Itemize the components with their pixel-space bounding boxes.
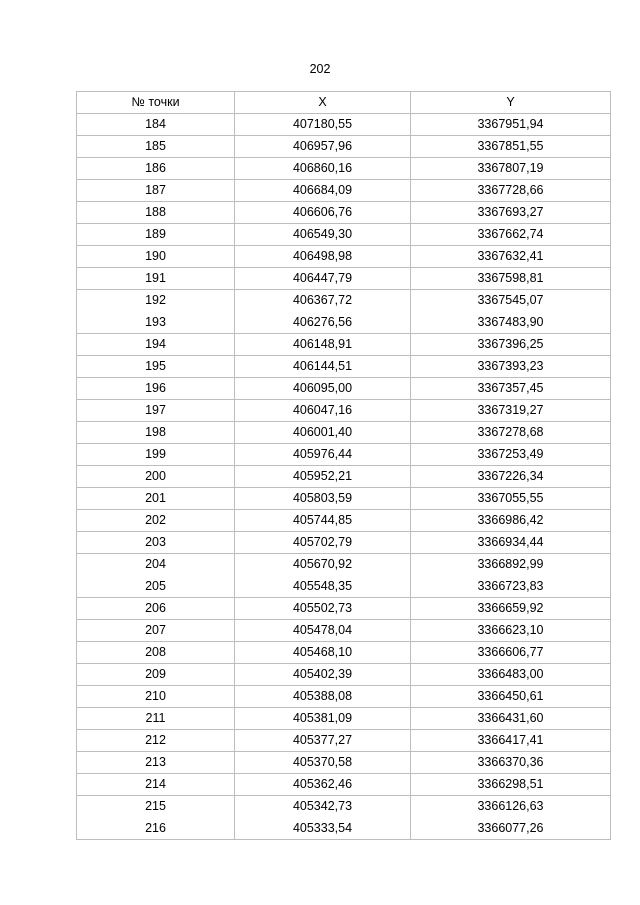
table-row xyxy=(77,224,611,246)
cell-y: 3367807,19 xyxy=(411,158,611,180)
header-x: X xyxy=(235,92,411,114)
cell-x: 406148,91 xyxy=(235,334,411,356)
cell-y: 3366623,10 xyxy=(411,620,611,642)
table-row xyxy=(77,532,611,554)
cell-point-number: 198 xyxy=(77,422,235,444)
cell-x: 405548,35 xyxy=(235,576,411,598)
table-row xyxy=(77,796,611,818)
cell-x: 406498,98 xyxy=(235,246,411,268)
cell-x: 407180,55 xyxy=(235,114,411,136)
cell-point-number: 206 xyxy=(77,598,235,620)
cell-y: 3367396,25 xyxy=(411,334,611,356)
cell-point-number: 212 xyxy=(77,730,235,752)
cell-x: 405402,39 xyxy=(235,664,411,686)
cell-x: 406606,76 xyxy=(235,202,411,224)
cell-x: 406447,79 xyxy=(235,268,411,290)
cell-y: 3367951,94 xyxy=(411,114,611,136)
cell-point-number: 197 xyxy=(77,400,235,422)
cell-y: 3367357,45 xyxy=(411,378,611,400)
cell-y: 3367483,90 xyxy=(411,312,611,334)
cell-y: 3367278,68 xyxy=(411,422,611,444)
header-y: Y xyxy=(411,92,611,114)
cell-point-number: 215 xyxy=(77,796,235,818)
table-row xyxy=(77,246,611,268)
table-row xyxy=(77,202,611,224)
cell-x: 405502,73 xyxy=(235,598,411,620)
table-row xyxy=(77,752,611,774)
cell-x: 405468,10 xyxy=(235,642,411,664)
cell-x: 405333,54 xyxy=(235,818,411,840)
table-row xyxy=(77,136,611,158)
cell-y: 3366934,44 xyxy=(411,532,611,554)
table-row xyxy=(77,554,611,576)
cell-point-number: 211 xyxy=(77,708,235,730)
cell-y: 3367662,74 xyxy=(411,224,611,246)
cell-y: 3367693,27 xyxy=(411,202,611,224)
cell-y: 3366450,61 xyxy=(411,686,611,708)
table-row xyxy=(77,114,611,136)
cell-x: 405478,04 xyxy=(235,620,411,642)
cell-y: 3366370,36 xyxy=(411,752,611,774)
cell-point-number: 188 xyxy=(77,202,235,224)
table-row xyxy=(77,466,611,488)
cell-x: 405976,44 xyxy=(235,444,411,466)
table-row xyxy=(77,290,611,312)
cell-y: 3367055,55 xyxy=(411,488,611,510)
cell-y: 3366483,00 xyxy=(411,664,611,686)
cell-x: 406001,40 xyxy=(235,422,411,444)
cell-x: 406095,00 xyxy=(235,378,411,400)
table-row xyxy=(77,444,611,466)
cell-point-number: 200 xyxy=(77,466,235,488)
cell-x: 406367,72 xyxy=(235,290,411,312)
table-body xyxy=(77,114,611,840)
table-row xyxy=(77,378,611,400)
cell-point-number: 202 xyxy=(77,510,235,532)
cell-point-number: 207 xyxy=(77,620,235,642)
table-row xyxy=(77,268,611,290)
cell-point-number: 187 xyxy=(77,180,235,202)
table-row xyxy=(77,664,611,686)
cell-y: 3367728,66 xyxy=(411,180,611,202)
cell-point-number: 193 xyxy=(77,312,235,334)
cell-point-number: 201 xyxy=(77,488,235,510)
cell-point-number: 205 xyxy=(77,576,235,598)
table-row xyxy=(77,422,611,444)
table-row xyxy=(77,620,611,642)
cell-y: 3366892,99 xyxy=(411,554,611,576)
cell-x: 406276,56 xyxy=(235,312,411,334)
cell-y: 3367393,23 xyxy=(411,356,611,378)
cell-y: 3367632,41 xyxy=(411,246,611,268)
cell-x: 405803,59 xyxy=(235,488,411,510)
cell-y: 3367319,27 xyxy=(411,400,611,422)
cell-y: 3367253,49 xyxy=(411,444,611,466)
cell-y: 3366126,63 xyxy=(411,796,611,818)
cell-point-number: 185 xyxy=(77,136,235,158)
cell-point-number: 190 xyxy=(77,246,235,268)
cell-x: 406860,16 xyxy=(235,158,411,180)
cell-point-number: 184 xyxy=(77,114,235,136)
cell-point-number: 199 xyxy=(77,444,235,466)
table-row xyxy=(77,686,611,708)
table-row xyxy=(77,774,611,796)
cell-point-number: 192 xyxy=(77,290,235,312)
cell-point-number: 209 xyxy=(77,664,235,686)
cell-x: 405377,27 xyxy=(235,730,411,752)
cell-y: 3367851,55 xyxy=(411,136,611,158)
cell-x: 405381,09 xyxy=(235,708,411,730)
cell-y: 3366298,51 xyxy=(411,774,611,796)
cell-x: 405952,21 xyxy=(235,466,411,488)
cell-point-number: 203 xyxy=(77,532,235,554)
cell-x: 406144,51 xyxy=(235,356,411,378)
cell-point-number: 195 xyxy=(77,356,235,378)
table-row xyxy=(77,334,611,356)
cell-x: 406957,96 xyxy=(235,136,411,158)
cell-x: 405342,73 xyxy=(235,796,411,818)
header-row xyxy=(77,92,611,114)
cell-point-number: 216 xyxy=(77,818,235,840)
cell-point-number: 196 xyxy=(77,378,235,400)
cell-y: 3367545,07 xyxy=(411,290,611,312)
cell-point-number: 204 xyxy=(77,554,235,576)
table-row xyxy=(77,730,611,752)
table-row xyxy=(77,598,611,620)
cell-y: 3366431,60 xyxy=(411,708,611,730)
table-row xyxy=(77,576,611,598)
cell-point-number: 213 xyxy=(77,752,235,774)
table-row xyxy=(77,356,611,378)
header-point-number: № точки xyxy=(77,92,235,114)
cell-x: 406549,30 xyxy=(235,224,411,246)
table-row xyxy=(77,488,611,510)
table-row xyxy=(77,708,611,730)
cell-point-number: 191 xyxy=(77,268,235,290)
table-row xyxy=(77,180,611,202)
cell-x: 406684,09 xyxy=(235,180,411,202)
cell-x: 405702,79 xyxy=(235,532,411,554)
table-row xyxy=(77,158,611,180)
cell-y: 3366077,26 xyxy=(411,818,611,840)
cell-x: 405744,85 xyxy=(235,510,411,532)
table-row xyxy=(77,818,611,840)
table-row xyxy=(77,510,611,532)
table-row xyxy=(77,312,611,334)
coordinates-table xyxy=(76,91,611,840)
cell-point-number: 194 xyxy=(77,334,235,356)
cell-y: 3367226,34 xyxy=(411,466,611,488)
table-row xyxy=(77,400,611,422)
cell-y: 3366723,83 xyxy=(411,576,611,598)
cell-x: 406047,16 xyxy=(235,400,411,422)
cell-point-number: 214 xyxy=(77,774,235,796)
table-row xyxy=(77,642,611,664)
cell-y: 3366606,77 xyxy=(411,642,611,664)
cell-y: 3366417,41 xyxy=(411,730,611,752)
cell-x: 405362,46 xyxy=(235,774,411,796)
cell-x: 405670,92 xyxy=(235,554,411,576)
page-number: 202 xyxy=(309,62,331,76)
cell-y: 3367598,81 xyxy=(411,268,611,290)
table-header xyxy=(77,92,611,114)
cell-x: 405370,58 xyxy=(235,752,411,774)
cell-y: 3366986,42 xyxy=(411,510,611,532)
cell-point-number: 186 xyxy=(77,158,235,180)
cell-y: 3366659,92 xyxy=(411,598,611,620)
cell-point-number: 210 xyxy=(77,686,235,708)
cell-point-number: 189 xyxy=(77,224,235,246)
cell-x: 405388,08 xyxy=(235,686,411,708)
cell-point-number: 208 xyxy=(77,642,235,664)
